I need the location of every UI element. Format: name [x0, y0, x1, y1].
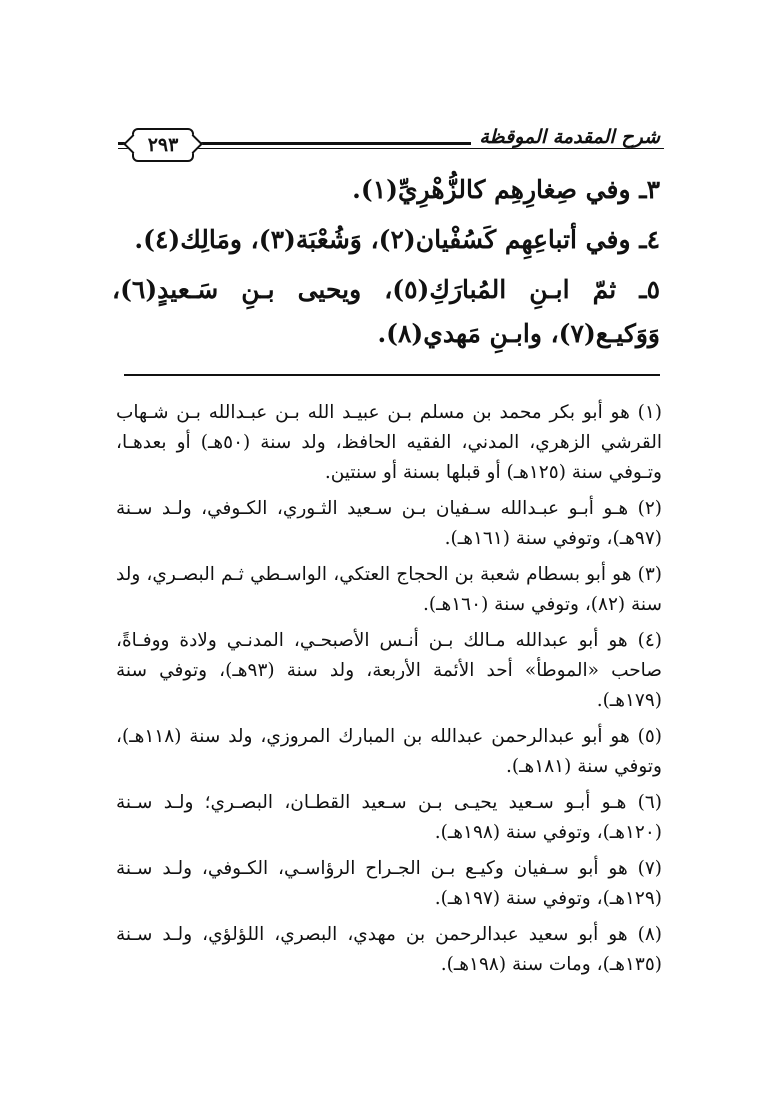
running-title: شرح المقدمة الموقظة [471, 126, 664, 148]
main-paragraph-4: ٤ـ وفي أتباعِهِم كَسُفْيان(٢)، وَشُعْبَة(٣)، ومَالِك(٤). [134, 225, 660, 254]
main-paragraph-3: ٣ـ وفي صِغارِهِم كالزُّهْرِيِّ(١). [352, 175, 660, 204]
footnote-separator [124, 374, 660, 376]
footnote-5: (٥) هو أبو عبدالرحمن عبدالله بن المبارك المروزي، ولد سنة (١١٨هـ)، وتوفي سنة (١٨١هـ). [116, 726, 662, 777]
main-paragraph-5: ٥ـ ثمّ ابـنِ المُبارَكِ(٥)، ويحيى بـنِ سَـعيدٍ(٦)، وَوَكيـع(٧)، وابـنِ مَهدي(٨). [112, 275, 660, 348]
footnote-2: (٢) هـو أبـو عبـدالله سـفيان بـن سـعيد الثـوري، الكـوفي، ولـد سـنة (٩٧هـ)، وتوفي سنة (١٦١هـ). [116, 498, 662, 549]
footnote-1: (١) هو أبو بكر محمد بن مسلم بـن عبيـد الله بـن عبـدالله بـن شـهاب القرشي الزهري، المدني، الفقيه الحافظ، ولد سنة (٥٠هـ) أو بعدهـا، وتـوفي سنة (١٢٥هـ) أو قبلها بسنة أو سنتين. [116, 402, 662, 483]
footnote-3: (٣) هو أبو بسطام شعبة بن الحجاج العتكي، الواسـطي ثـم البصـري، ولد سنة (٨٢)، وتوفي سنة (١٦٠هـ). [116, 564, 662, 615]
page-number: ٢٩٣ [132, 128, 194, 162]
footnote-7: (٧) هو أبو سـفيان وكيـع بـن الجـراح الرؤاسـي، الكـوفي، ولـد سـنة (١٢٩هـ)، وتوفي سنة (١٩٧هـ). [116, 858, 662, 909]
page-header [118, 120, 664, 168]
footnotes [116, 398, 662, 986]
footnote-8: (٨) هو أبو سعيد عبدالرحمن بن مهدي، البصري، اللؤلؤي، ولـد سـنة (١٣٥هـ)، ومات سنة (١٩٨هـ). [116, 924, 662, 975]
footnote-6: (٦) هـو أبـو سـعيد يحيـى بـن سـعيد القطـان، البصـري؛ ولـد سـنة (١٢٠هـ)، وتوفي سنة (١٩٨هـ). [116, 792, 662, 843]
main-text [112, 168, 660, 362]
footnote-4: (٤) هو أبو عبدالله مـالك بـن أنـس الأصبحـي، المدنـي ولادة ووفـاةً، صاحب «الموطأ» أحد الأئمة الأربعة، ولد سنة (٩٣هـ)، وتوفي سنة (١٧٩هـ). [116, 630, 663, 711]
header-rule-thin [118, 148, 664, 149]
